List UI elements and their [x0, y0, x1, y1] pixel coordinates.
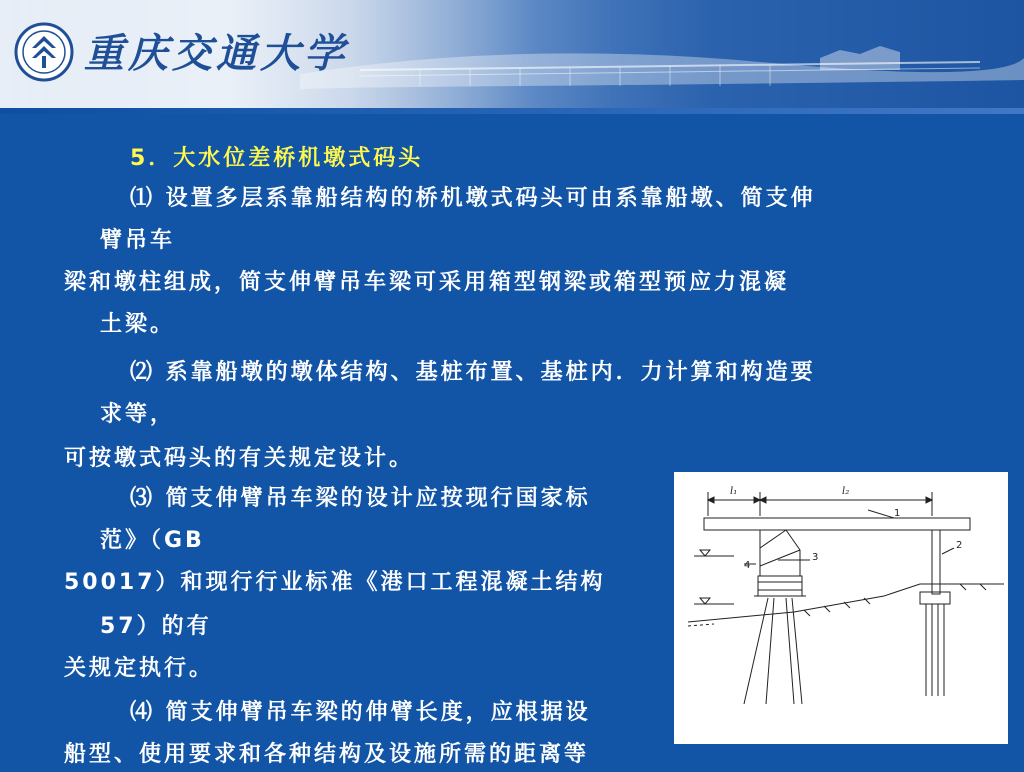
text-line: 范》（GB [100, 528, 205, 553]
part-label-4: 4 [744, 560, 751, 571]
text-line: ⑶ 简支伸臂吊车梁的设计应按现行国家标 [130, 486, 591, 511]
text-line: 50017）和现行行业标准《港口工程混凝土结构 [64, 570, 606, 595]
text-line: 可按墩式码头的有关规定设计。 [64, 446, 415, 471]
text-line: ⑴ 设置多层系靠船结构的桥机墩式码头可由系靠船墩、简支伸 [130, 186, 816, 211]
text-line: 求等， [100, 402, 176, 427]
wharf-section-drawing [674, 472, 1008, 744]
text-line: 梁和墩柱组成，简支伸臂吊车梁可采用箱型钢梁或箱型预应力混凝 [64, 270, 790, 295]
header-divider [0, 108, 1024, 114]
leader-line [868, 510, 894, 518]
text-line: 土梁。 [100, 312, 176, 337]
part-label-3: 3 [812, 552, 819, 563]
text-line: 臂吊车 [100, 228, 176, 253]
section-title: 5．大水位差桥机墩式码头 [130, 146, 424, 171]
part-label-1: 1 [894, 508, 901, 519]
dimension-label-l1: l₁ [730, 486, 738, 497]
text-line: ⑵ 系靠船墩的墩体结构、基桩布置、基桩内．力计算和构造要 [130, 360, 816, 385]
text-line: 57）的有 [100, 614, 212, 639]
text-line: ⑷ 简支伸臂吊车梁的伸臂长度，应根据设 [130, 700, 591, 725]
part-label-2: 2 [956, 540, 963, 551]
mooring-pier [760, 530, 800, 576]
crane-beam [704, 518, 970, 530]
university-seal-icon [14, 22, 74, 82]
dimension-label-l2: l₂ [842, 486, 850, 497]
text-line: 关规定执行。 [64, 656, 215, 681]
text-line: 船型、使用要求和各种结构及设施所需的距离等 [64, 742, 590, 767]
university-name: 重庆交通大学 [84, 30, 348, 77]
structure-diagram [674, 472, 1008, 744]
ground-line [688, 584, 1004, 622]
